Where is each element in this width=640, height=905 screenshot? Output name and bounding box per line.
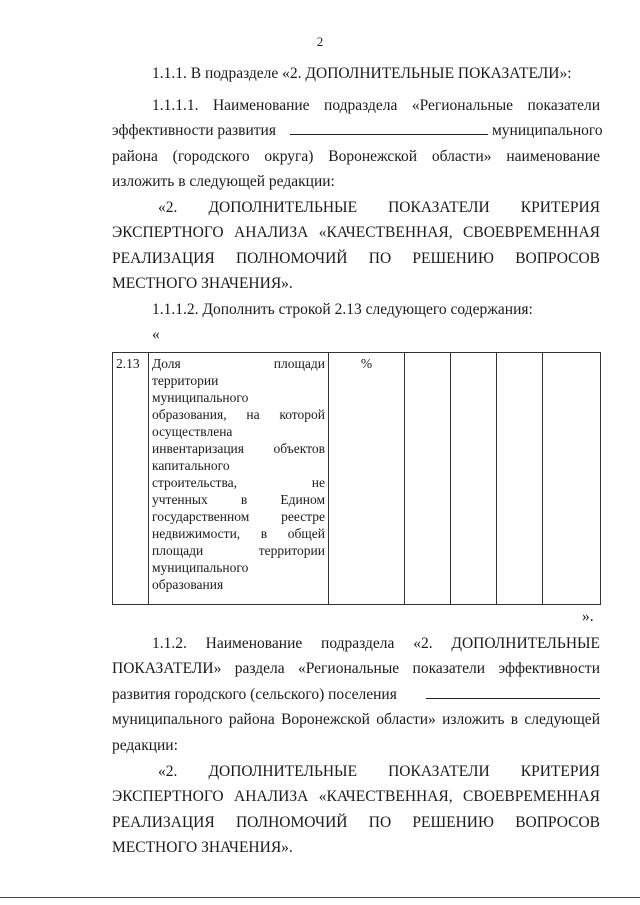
row-number: 2.13	[116, 356, 140, 371]
unit-cell	[329, 353, 405, 605]
p112-line1: 1.1.2. Наименование подраздела «2. ДОПОЛНИТЕЛЬНЫЕ	[152, 635, 600, 652]
description-line: осуществлена	[152, 424, 233, 439]
quote2-line3: РЕАЛИЗАЦИЯ ПОЛНОМОЧИЙ ПО РЕШЕНИЮ ВОПРОСОВ	[112, 814, 600, 831]
quote1-line1: «2. ДОПОЛНИТЕЛЬНЫЕ ПОКАЗАТЕЛИ КРИТЕРИЯ	[158, 199, 600, 216]
page-number: 2	[316, 34, 324, 49]
description-line: муниципального	[152, 560, 249, 575]
close-quote: ».	[582, 608, 594, 625]
p112-line5: редакции:	[112, 737, 178, 754]
description-line: строительства, не	[152, 475, 325, 490]
p1112-text: 1.1.1.2. Дополнить строкой 2.13 следующего содержания:	[152, 301, 533, 318]
description-line: инвентаризация объектов	[152, 441, 325, 456]
inserted-row-table	[112, 352, 601, 605]
quote2-line2: ЭКСПЕРТНОГО АНАЛИЗА «КАЧЕСТВЕННАЯ, СВОЕВРЕМЕННАЯ	[112, 788, 600, 805]
description-line: муниципального	[152, 390, 249, 405]
quote2-line4: МЕСТНОГО ЗНАЧЕНИЯ».	[112, 839, 293, 856]
p112-line4: муниципального района Воронежской области» изложить в следующей	[112, 711, 600, 728]
quote1-line4: МЕСТНОГО ЗНАЧЕНИЯ».	[112, 275, 293, 292]
empty-cell	[451, 353, 497, 605]
description-line: учтенных в Едином	[152, 492, 325, 507]
unit-value: %	[360, 356, 373, 371]
open-quote: «	[152, 326, 160, 343]
empty-cell	[543, 353, 601, 605]
p1111-line2-end: муниципального	[492, 122, 603, 139]
description-line: Доля площади	[152, 356, 325, 371]
p1111-line4: изложить в следующей редакции:	[112, 173, 335, 190]
description-line: площади территории	[152, 543, 325, 558]
fill-in-blank	[426, 686, 600, 699]
empty-cell	[405, 353, 451, 605]
table-row	[113, 353, 601, 605]
p1111-line2-start: эффективности развития	[112, 122, 276, 139]
p1111-line3: района (городского округа) Воронежской области» наименование	[112, 148, 600, 165]
page-bottom-rule	[0, 897, 640, 898]
description-line: образования	[152, 577, 224, 592]
indicator-description-cell	[149, 353, 329, 605]
description-line: капитального	[152, 458, 230, 473]
quote1-line3: РЕАЛИЗАЦИЯ ПОЛНОМОЧИЙ ПО РЕШЕНИЮ ВОПРОСОВ	[112, 250, 600, 267]
p112-line3: развития городского (сельского) поселения	[112, 686, 397, 703]
p112-line2: ПОКАЗАТЕЛИ» раздела «Региональные показатели эффективности	[112, 660, 600, 677]
description-line: государственном реестре	[152, 509, 325, 524]
description-line: образования, на которой	[152, 407, 325, 422]
description-line: территории	[152, 373, 219, 388]
section-1-1-1-heading: 1.1.1. В подразделе «2. ДОПОЛНИТЕЛЬНЫЕ ПОКАЗАТЕЛИ»:	[152, 65, 572, 82]
quote2-line1: «2. ДОПОЛНИТЕЛЬНЫЕ ПОКАЗАТЕЛИ КРИТЕРИЯ	[158, 763, 600, 780]
description-line: недвижимости, в общей	[152, 526, 325, 541]
fill-in-blank	[290, 122, 488, 135]
quote1-line2: ЭКСПЕРТНОГО АНАЛИЗА «КАЧЕСТВЕННАЯ, СВОЕВРЕМЕННАЯ	[112, 224, 600, 241]
row-number-cell	[113, 353, 149, 605]
p1111-line1: 1.1.1.1. Наименование подраздела «Региональные показатели	[152, 97, 600, 114]
empty-cell	[497, 353, 543, 605]
